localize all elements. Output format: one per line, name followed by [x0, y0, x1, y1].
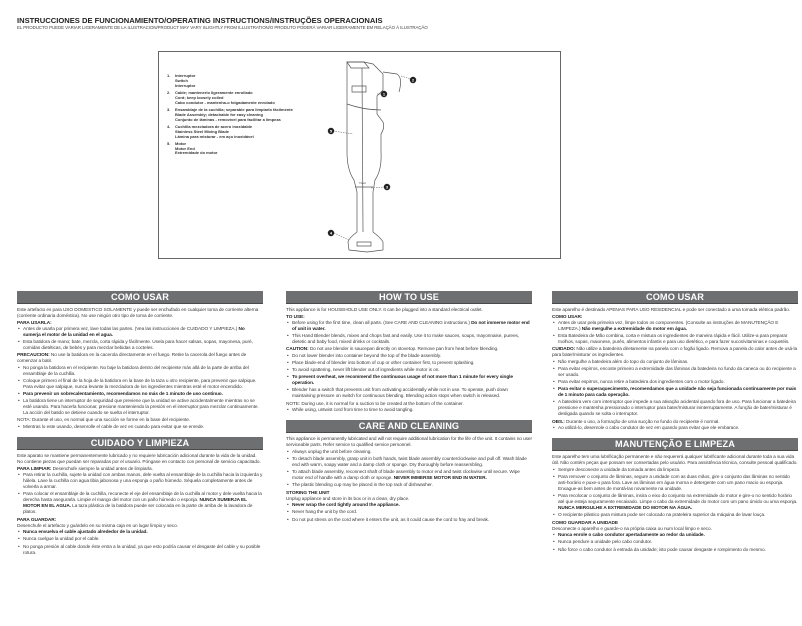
bold-text: NUNCA MERGULHE A EXTREMIDADE DO MOTOR NA ÁGUA.	[558, 506, 693, 512]
legend-number: 4.	[167, 123, 171, 129]
bullet-item	[286, 510, 532, 516]
section-como-usar-pt	[552, 291, 798, 433]
text: Desenchufe el artefacto y guárdelo en su misma caja en un lugar limpio y seco.	[17, 523, 178, 529]
text: Blender has a switch that prevents unit from activating accidentally while not in use. To operate, push down maintaining pressure on switch for continuous blending. Blending action stops when switch is released.	[292, 388, 508, 400]
text: The plastic blending cup may be placed in the top rack of dishwasher.	[292, 483, 433, 489]
section-body	[286, 433, 532, 523]
paragraph	[552, 308, 798, 314]
text: Coloque primero el final de la hoja de la batidora en la base de la taza u otro recipiente, para prevenir que salpique. Para evitar que salpique, nunca levante la mezcladora de los ingredientes mientras esté el motor encendido.	[23, 378, 257, 390]
bold-text: Nunca envuelva el cable ajustado alrededor de la unidad.	[23, 530, 148, 536]
bullet-item	[552, 360, 798, 366]
bullet-item	[17, 492, 263, 516]
legend-label: Lâmina para misturar - em aço inoxidável	[175, 133, 254, 139]
bullet-item	[552, 380, 798, 386]
section-header: CUIDADO Y LIMPIEZA	[17, 437, 263, 450]
bullet-item	[552, 367, 798, 379]
bullet-item	[17, 473, 263, 491]
text: Place blade-end of blender into bottom of cup or other container first, to prevent splashing.	[292, 360, 475, 366]
paragraph	[286, 497, 532, 503]
bold-text: Nunca enrole o cabo condutor apertadamente ao redor da unidade.	[558, 533, 705, 539]
text: Este artefacto es para USO DOMESTICO SOLAMENTE y puede ser enchufado en cualquier toma de corriente alterna (corriente ordinaria doméstica). No use ningún otro tipo de toma de corriente.	[17, 308, 259, 319]
text: Durante o uso, a formação de uma sucção no fundo do recipiente é normal.	[566, 419, 720, 425]
section-body	[552, 451, 798, 553]
text: This appliance is for HOUSEHOLD USE ONLY. It can be plugged into a standard electrical outlet.	[286, 308, 483, 313]
text: This appliance is permanently lubricated and will not require additional lubrication for the life of the unit. It contains no user serviceable parts. Refer service to qualified service personnel.	[286, 437, 532, 449]
paragraph	[552, 347, 798, 359]
legend-label: Conjunto de lâminas - removível para facilitar a limpeza	[175, 116, 281, 122]
bullet-item	[552, 475, 798, 493]
bold-text: PARA LIMPIAR:	[17, 466, 53, 472]
section-header: HOW TO USE	[286, 291, 532, 304]
bullet-item	[286, 470, 532, 482]
legend-label: Switch	[175, 77, 188, 83]
text: Never hang the unit by the cord.	[292, 510, 358, 516]
paragraph	[17, 454, 263, 466]
text: Este aparelho é destinado APENAS PARA USO RESIDENCIAL e pode ser conectado a uma tomada elétrica padrão.	[552, 308, 791, 313]
section-cuidado-y-limpieza	[17, 437, 263, 558]
bullet-item	[552, 334, 798, 346]
bullet-item	[552, 540, 798, 546]
text: To detach blade assembly, grasp unit in both hands, twist blade assembly counterclockwise and pull off. Wash blade end with warm, soapy water and a damp cloth or sponge. Dry thoroughly before reassembling.	[292, 457, 527, 469]
text: Para recolocar o conjunto de lâminas, insira o eixo do conjunto na extremidade do motor e gire-o no sentido horário até que esteja seguramente encaixado. Limpe o cabo da extremidade do motor com um pano úmido ou uma esponja.	[558, 494, 798, 506]
bold-text: Para evitar o superaquecimento, recomendamos que a unidade não seja funcionada continuamente por mais de 1 minuto para cada operação.	[558, 387, 797, 399]
text: Esta Batedeira de Mão combina, corta e mistura os ingredientes de maneira rápida e fácil. Utilize-a para preparar molhos, sopas, maionese, purês, alimentos infantis e para uso dietético, e para fazer sucos/vitaminas e coquetéis.	[558, 333, 790, 345]
bullet-item	[286, 450, 532, 456]
bullet-item	[17, 425, 263, 431]
paragraph	[17, 524, 263, 530]
text: Este aparelho tem uma lubrificação permanente e não requererá qualquer lubrificante adicional durante toda a sua vida útil. Não contém peças que possam ser consertadas pelo usuário. Para assistência técnica, consulte pessoal qualificado.	[552, 455, 798, 467]
paragraph	[286, 308, 532, 314]
section-care-and-cleaning	[286, 420, 532, 525]
paragraph	[552, 420, 798, 426]
text: NOTE: During use, it is normal for a suction to be created at the bottom of the container.	[286, 401, 464, 407]
text: Para retirar la cuchilla, sujete la unidad con ambas manos, dele vuelta al ensamblaje de la cuchilla hacia la izquierda y hálela. Lave la cuchilla con agua tibia jabonosa y una esponja o paño húmedo. Séquela completamente antes de volverla a armar.	[23, 473, 263, 491]
bold-text: CAUTION:	[286, 346, 310, 352]
legend-label: Motor End	[175, 145, 195, 151]
text: Esta batidora de mano; bate, mezcla, corta rápida y fácilmente. Usela para hacer salsas, sopas, mayonesa, puré, comidas dietéticas, de bebés y para mezclar bebidas a cocteles.	[23, 339, 253, 351]
bold-text: Para prevenir un sobrecalentamiento, recomendamos no más de 1 minuto de uso continuo.	[23, 391, 223, 397]
callout-1: 1	[382, 91, 386, 97]
section-header: MANUTENÇÃO E LIMPEZA	[552, 438, 798, 451]
text: Desenchufe siempre la unidad antes de limpiarla.	[52, 466, 153, 472]
legend-label: Interruptor	[175, 82, 196, 88]
legend-label: Cable; mantenerlo ligeramente enrollado	[175, 89, 253, 95]
text: To attach blade assembly, reconnect shaft of blade assembly to motor end and twist clockwise until secure. Wipe motor end of handle with a damp cloth or sponge.	[292, 470, 520, 482]
bullet-item	[17, 327, 263, 339]
text: Ao utilizá-lo, desenrole o cabo condutor de vez em quando para evitar que ele embarace.	[558, 426, 740, 432]
legend-label: Cuchilla mezcladora de acero inoxidable	[175, 123, 253, 129]
text: Para colocar el ensamblaje de la cuchilla, reconecte el eje del ensamblaje de la cuchilla al motor y dele vuelta hacia la derecha hasta asegurarla. Limpie el mango del motor con un paño húmedo o esponja.	[23, 492, 262, 504]
paragraph	[17, 353, 263, 365]
bullet-item	[286, 321, 532, 333]
paragraph	[552, 527, 798, 533]
bold-text: Não mergulhe a extremidade do motor em água.	[581, 326, 687, 332]
text: Não mergulhe a batedeira além do topo do conjunto de lâminas.	[558, 359, 689, 365]
text: Este aparato se mantiene permanentemente lubricado y no requiere lubricación adicional durante la vida de la unidad. No contiene piezas que puedan ser reparadas por el usuario. Póngase en contacto con personal de servicio capacitado.	[17, 454, 261, 466]
bold-text: To prevent overheat, we recommend the continuous usage of not more than 1 minute for every single operation.	[292, 375, 513, 387]
section-body	[17, 450, 263, 557]
text: Antes de usarla por primera vez, lave todas las partes. (Vea las instrucciones de CUIDADO Y LIMPIEZA.)	[23, 326, 239, 332]
section-header: COMO USAR	[17, 291, 263, 304]
legend-label: Cabo condutor - mantenha-o folgadamente enrolado	[175, 99, 275, 105]
bold-text: PRECAUCION:	[17, 352, 51, 358]
bold-text: NUNCA SUMERJA EL MOTOR EN EL AGUA.	[23, 498, 247, 510]
text: Não force o cabo condutor à entrada da unidade; isto pode causar desgaste e rompimento do mesmo.	[558, 547, 766, 553]
section-header: CARE AND CLEANING	[286, 420, 532, 433]
text: To avoid spattering, never lift blender out of ingredients while motor is on.	[292, 367, 440, 373]
text: This Hand Blender blends, mixes and chops fast and easily. Use it to make sauces, soups, mayonnaise, purees, dietetic and baby food, mixed drinks or cocktails.	[292, 333, 520, 345]
callout-3: 3	[385, 184, 389, 190]
legend-label: Cord; keep loosely coiled	[175, 94, 224, 100]
bullet-item	[286, 518, 532, 524]
twist-label: Twist	[359, 181, 366, 185]
paragraph	[552, 455, 798, 467]
bold-text: NEVER IMMERSE MOTOR END IN WATER.	[393, 476, 487, 482]
text: No ponga presión al cable donde éste entra a la unidad, ya que esto podría causar el desgaste del cable y su posible rotura.	[23, 544, 261, 556]
legend-number: 1.	[167, 73, 171, 78]
text: NOTA: Durante el uso, es normal que una succión se forme en la base del recipiente.	[17, 418, 191, 424]
text: Before using for the first time, clean all parts. (See CARE AND CLEANING instructions.)	[292, 320, 472, 326]
bold-text: OBS.:	[552, 419, 567, 425]
text: La taza plástica de la batidora puede ser colocada en la parte de arriba de la lavadora de platos.	[23, 504, 253, 516]
text: O recipiente plástico para mistura pode ser colocado na prateleira superior da máquina de lavar louça.	[558, 513, 766, 519]
bullet-item	[17, 399, 263, 417]
document-title: INSTRUCCIONES DE FUNCIONAMIENTO/OPERATING INSTRUCTIONS/INSTRUÇÕES OPERACIONAIS	[17, 16, 383, 25]
text: No ponga la batidora en el recipiente. No baje la batidora dentro del recipiente más allá de la parte de arriba del ensamblaje de la cuchilla.	[23, 365, 249, 377]
legend-label: Extremidade do motor	[175, 150, 218, 156]
callout-5: 5	[329, 128, 333, 134]
bullet-item	[17, 366, 263, 378]
paragraph	[286, 402, 532, 408]
text: La batidora tiene un interruptor de seguridad que previene que la unidad se active accidentalmente mientras no se esté usando. Para hacerla funcionar, presione manteniendo la presión en el interruptor para mezclar continuamente. La acción del batido se detiene cuando se suelta el interruptor.	[23, 399, 259, 417]
text: Do not put stress on the cord where it enters the unit, as it could cause the cord to fray and break.	[292, 517, 490, 523]
text: No use la batidora en la cacerola directamente en el fuego. Retire la cacerola del fuego antes de comenzar a batir.	[17, 352, 247, 364]
text: COMO GUARDAR A UNIDADE	[552, 520, 618, 526]
bullet-item	[17, 379, 263, 391]
paragraph	[17, 308, 263, 320]
text: Sempre desconecte a unidade da tomada antes da limpeza.	[558, 467, 681, 473]
section-header: COMO USAR	[552, 291, 798, 304]
bullet-item	[552, 387, 798, 399]
bullet-item	[286, 457, 532, 469]
bullet-item	[286, 354, 532, 360]
text: Desconecte o aparelho e guarde-o na própria caixa ou num local limpo e seco.	[552, 526, 712, 532]
text: Para remover o conjunto de lâminas, segure a unidade com as duas mãos, gire o conjunto das lâminas no sentido anti-horário e puxe-o para fora. Lave as lâminas em água morna e detergente com um pano macio ou esponja. Enxague-as bem antes de montá-las novamente na unidade.	[558, 475, 790, 493]
text: Do not use blender in saucepan directly on stovetop. Remove pan from heat before blending.	[309, 346, 499, 352]
paragraph	[17, 467, 263, 473]
bullet-item	[552, 513, 798, 519]
bullet-item	[286, 361, 532, 367]
text: Para evitar espirros, encoste primeiro a extremidade das lâminas da batedeira no fundo da caneca ou do recipiente a ser usado.	[558, 366, 796, 378]
bullet-item	[17, 392, 263, 398]
spanish-column	[17, 291, 263, 558]
paragraph	[286, 437, 532, 449]
paragraph	[17, 418, 263, 424]
legend-number: 2.	[167, 89, 171, 95]
bullet-item	[552, 400, 798, 418]
hand-blender-illustration	[159, 52, 562, 260]
product-diagram	[158, 51, 561, 259]
bullet-item	[286, 408, 532, 414]
bullet-item	[552, 533, 798, 539]
text: PARA USARLA:	[17, 320, 52, 326]
bullet-item	[552, 494, 798, 512]
legend-label: Stainless Steel Mixing Blade	[175, 128, 230, 134]
bold-text: No sumerja el motor de la unidad en el agua.	[23, 326, 245, 338]
text: A batedeira vem com interruptor que impede a sua ativação acidental quando fora de uso. Para funcionar a batedeira pressione e mantenha pressionado o interruptor para bater/misturar ininterruptamente. A função de bater/misturar é desligada quando se solta o interruptor.	[558, 400, 796, 418]
bold-text: Never wrap the cord tightly around the appliance.	[292, 503, 400, 509]
bullet-item	[286, 368, 532, 374]
text: STORING THE UNIT	[286, 490, 330, 496]
english-column	[286, 291, 532, 525]
section-body	[17, 304, 263, 431]
text: Always unplug the unit before cleaning.	[292, 449, 372, 455]
section-manutencao-e-limpeza	[552, 438, 798, 555]
section-body	[286, 304, 532, 414]
text: Unplug appliance and store in its box or in a clean, dry place.	[286, 496, 410, 502]
legend-label: Blade Assembly; detachable for easy cleaning	[175, 111, 263, 117]
callout-2: 2	[411, 77, 415, 83]
bullet-item	[552, 426, 798, 432]
bullet-item	[552, 548, 798, 554]
bullet-item	[552, 321, 798, 333]
bullet-item	[17, 537, 263, 543]
text: Não utilize a batedeira diretamente na panela com o fogão ligado. Remova a panela do calor antes de usá-la para bater/misturar os ingredientes.	[552, 346, 798, 358]
bullet-item	[286, 503, 532, 509]
portuguese-column	[552, 291, 798, 555]
text: TO USE:	[286, 314, 305, 320]
legend-label: Motor	[175, 140, 187, 146]
bullet-item	[286, 375, 532, 387]
bold-text: CUIDADO:	[552, 346, 577, 352]
bullet-item	[286, 483, 532, 489]
legend-number: 3.	[167, 106, 171, 112]
text: PARA GUARDAR:	[17, 517, 57, 523]
text: Para evitar espirros, nunca retire a batedeira dos ingredientes com o motor ligado.	[558, 379, 725, 385]
bullet-item	[552, 468, 798, 474]
text: While using, untwist cord from time to time to avoid tangling.	[292, 408, 414, 414]
legend-label: Ensamblaje de la cuchilla; separable para limpiarlo fácilmente	[175, 106, 293, 112]
paragraph	[286, 347, 532, 353]
bold-text: Do not immerse motor end of unit in water.	[292, 320, 530, 332]
bullet-item	[17, 545, 263, 557]
section-como-usar-es	[17, 291, 263, 432]
bullet-item	[17, 530, 263, 536]
document-subtitle: EL PRODUCTO PUEDE VARIAR LIGERAMENTE DE LA ILUSTRACION/PRODUCT MAY VARY SLIGHTLY FROM ILLUSTRATION/O PRODUTO PODERÁ VARIAR LIGEIRAMENTE EM RELAÇÃO À ILUSTRAÇÃO	[17, 25, 428, 30]
section-how-to-use	[286, 291, 532, 415]
callout-4: 4	[329, 230, 333, 236]
text: Mientras lo este usando, desenrolle el cable de vez en cuando para evitar que se enrede.	[23, 424, 205, 430]
text: Antes de usar pela primeira vez, limpe todos os componentes. (Consulte as instruções de MANUTENÇÃO E LIMPEZA.)	[558, 320, 779, 332]
legend-number: 5.	[167, 140, 171, 146]
text: Do not lower blender into container beyond the top of the blade assembly.	[292, 353, 442, 359]
text: COMO USAR:	[552, 314, 583, 320]
text: Nunca pendure a unidade pelo cabo condutor.	[558, 540, 653, 546]
bullet-item	[286, 334, 532, 346]
bullet-item	[17, 340, 263, 352]
bullet-item	[286, 388, 532, 400]
section-body	[552, 304, 798, 432]
legend-label: Interruptor	[175, 73, 196, 78]
text: Nunca cuelgue la unidad por el cable.	[23, 537, 100, 543]
